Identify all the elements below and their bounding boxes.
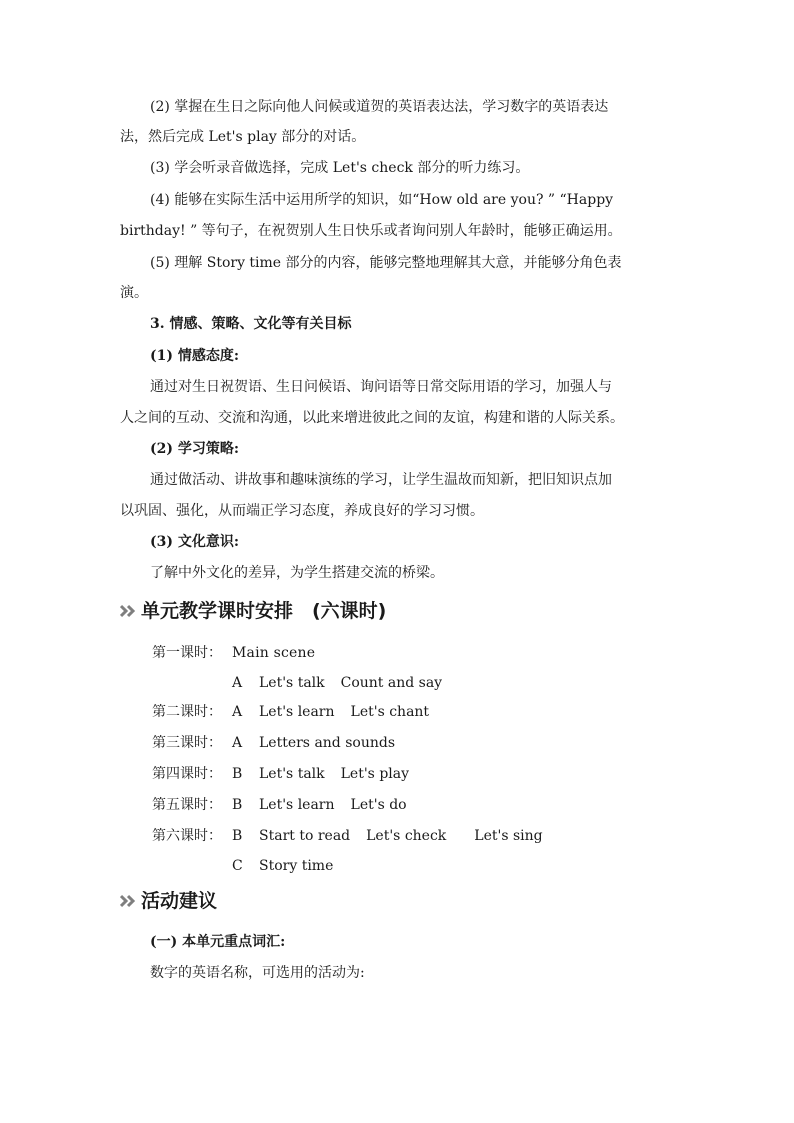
activities-heading-text: 活动建议 bbox=[141, 890, 218, 912]
schedule-heading-text: 单元教学课时安排 (六课时) bbox=[141, 600, 387, 622]
schedule-row bbox=[152, 764, 425, 784]
double-chevron-icon bbox=[120, 603, 140, 619]
lesson-item: Let's chant bbox=[350, 704, 430, 720]
lesson-label: 第五课时： bbox=[152, 797, 222, 813]
schedule-row bbox=[152, 643, 331, 663]
lesson-item: Let's learn bbox=[259, 797, 335, 813]
culture-line-1: 了解中外文化的差异，为学生搭建交流的桥梁。 bbox=[150, 565, 444, 581]
attitude-line-2: 人之间的互动、交流和沟通，以此来增进彼此之间的友谊，构建和谐的人际关系。 bbox=[120, 410, 624, 426]
vocab-line-1: 数字的英语名称，可选用的活动为: bbox=[150, 965, 365, 981]
lesson-part: C bbox=[232, 858, 243, 874]
attitude-heading: (1) 情感态度: bbox=[150, 348, 240, 364]
lesson-item: Main scene bbox=[232, 645, 316, 661]
schedule-heading bbox=[120, 598, 386, 624]
culture-heading: (3) 文化意识: bbox=[150, 534, 240, 550]
lesson-label: 第四课时： bbox=[152, 766, 222, 782]
double-chevron-icon bbox=[120, 893, 140, 909]
strategy-heading: (2) 学习策略: bbox=[150, 441, 240, 457]
lesson-part: B bbox=[232, 766, 243, 782]
schedule-row bbox=[152, 733, 411, 753]
lesson-label: 第二课时： bbox=[152, 704, 222, 720]
schedule-row bbox=[152, 673, 458, 693]
objective-2-line-2: 法，然后完成 Let's play 部分的对话。 bbox=[120, 129, 366, 145]
lesson-item: Start to read bbox=[259, 828, 351, 844]
attitude-line-1: 通过对生日祝贺语、生日问候语、询问语等日常交际用语的学习，加强人与 bbox=[150, 379, 612, 395]
schedule-row bbox=[152, 856, 349, 876]
lesson-item: Letters and sounds bbox=[259, 735, 396, 751]
lesson-item: Let's do bbox=[350, 797, 407, 813]
activities-heading bbox=[120, 888, 217, 914]
vocab-heading: (一) 本单元重点词汇: bbox=[150, 934, 286, 950]
lesson-item: Let's play bbox=[340, 766, 410, 782]
schedule-row bbox=[152, 702, 445, 722]
affective-heading: 3. 情感、策略、文化等有关目标 bbox=[150, 316, 352, 332]
objective-4-line-2: birthday! ” 等句子，在祝贺别人生日快乐或者询问别人年龄时，能够正确运用。 bbox=[120, 223, 622, 239]
lesson-item: Story time bbox=[259, 858, 334, 874]
lesson-part: B bbox=[232, 797, 243, 813]
strategy-line-1: 通过做活动、讲故事和趣味演练的学习，让学生温故而知新，把旧知识点加 bbox=[150, 472, 612, 488]
lesson-label: 第六课时： bbox=[152, 828, 222, 844]
lesson-part: B bbox=[232, 828, 243, 844]
lesson-part: A bbox=[232, 735, 243, 751]
strategy-line-2: 以巩固、强化，从而端正学习态度，养成良好的学习习惯。 bbox=[120, 503, 484, 519]
lesson-item: Let's talk bbox=[259, 675, 325, 691]
objective-5-line-2: 演。 bbox=[120, 285, 148, 301]
objective-3: (3) 学会听录音做选择，完成 Let's check 部分的听力练习。 bbox=[150, 160, 530, 176]
lesson-item: Count and say bbox=[340, 675, 443, 691]
lesson-label: 第三课时： bbox=[152, 735, 222, 751]
lesson-item: Let's talk bbox=[259, 766, 325, 782]
objective-4-line-1: (4) 能够在实际生活中运用所学的知识，如“How old are you? ” “Happy bbox=[150, 192, 614, 208]
lesson-label: 第一课时： bbox=[152, 645, 222, 661]
objective-2-line-1: (2) 掌握在生日之际向他人问候或道贺的英语表达法，学习数字的英语表达 bbox=[150, 99, 609, 115]
schedule-row bbox=[152, 795, 423, 815]
lesson-part: A bbox=[232, 704, 243, 720]
lesson-item: Let's check bbox=[366, 828, 447, 844]
lesson-part: A bbox=[232, 675, 243, 691]
schedule-row bbox=[152, 826, 559, 846]
objective-5-line-1: (5) 理解 Story time 部分的内容，能够完整地理解其大意，并能够分角色表 bbox=[150, 255, 622, 271]
lesson-item: Let's sing bbox=[474, 828, 543, 844]
lesson-item: Let's learn bbox=[259, 704, 335, 720]
